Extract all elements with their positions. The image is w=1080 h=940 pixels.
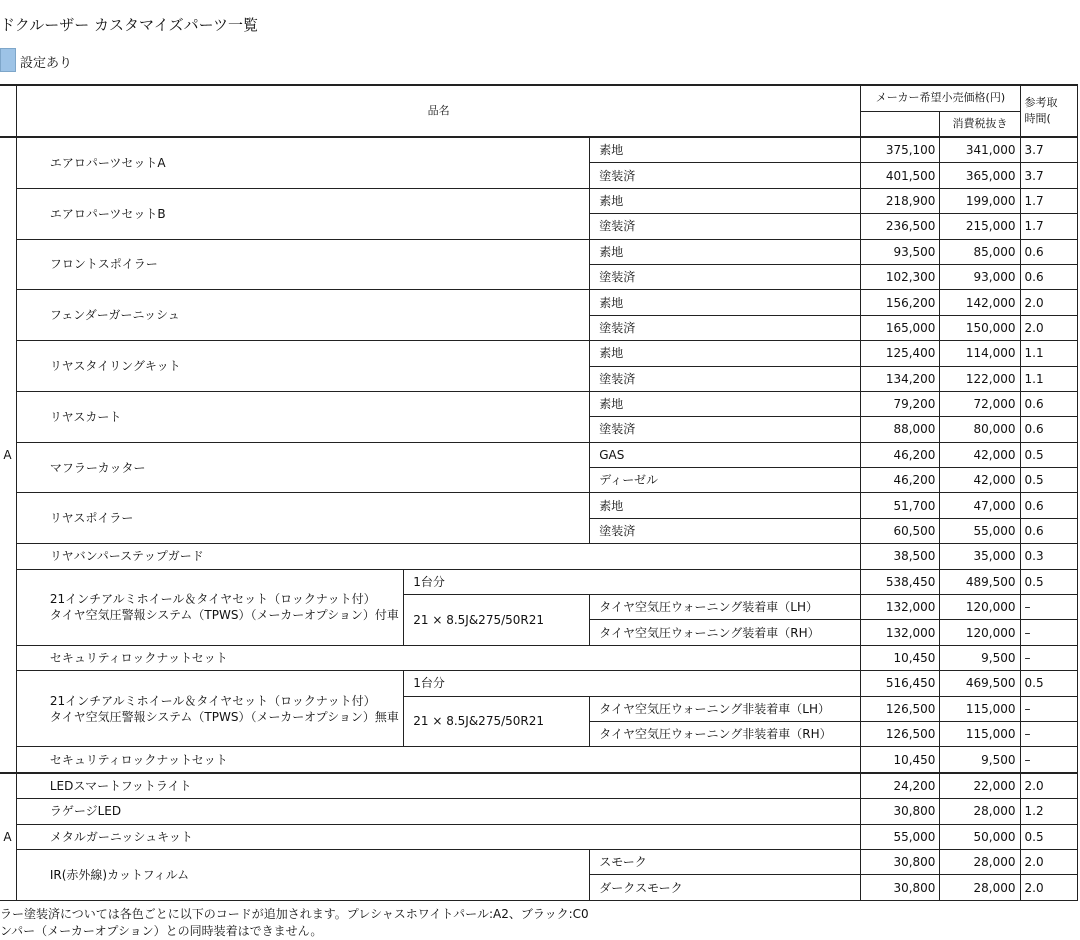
item-spec: ディーゼル xyxy=(590,468,861,493)
table-row xyxy=(0,645,1078,670)
item-price: 156,200 xyxy=(861,290,940,315)
item-time: 0.5 xyxy=(1020,442,1077,467)
item-price: 516,450 xyxy=(861,671,940,696)
table-row xyxy=(0,442,1078,467)
item-spec: タイヤ空気圧ウォーニング非装着車（RH） xyxy=(590,721,861,746)
header-tax-excl: 消費税抜き xyxy=(940,111,1020,137)
item-name: エアロパーツセットA xyxy=(16,137,589,188)
table-row xyxy=(0,493,1078,518)
item-price: 125,400 xyxy=(861,341,940,366)
table-row xyxy=(0,849,1078,874)
item-time: 2.0 xyxy=(1020,315,1077,340)
item-price: 30,800 xyxy=(861,875,940,900)
item-name: リヤスカート xyxy=(16,391,589,442)
table-row xyxy=(0,137,1078,163)
item-spec: 塗装済 xyxy=(590,163,861,188)
item-name: リヤスポイラー xyxy=(16,493,589,544)
item-name: LEDスマートフットライト xyxy=(16,773,861,799)
item-tax-excl: 199,000 xyxy=(940,188,1020,213)
item-spec: タイヤ空気圧ウォーニング非装着車（LH） xyxy=(590,696,861,721)
item-spec: 素地 xyxy=(590,493,861,518)
item-tax-excl: 9,500 xyxy=(940,747,1020,773)
item-price: 126,500 xyxy=(861,721,940,746)
table-row xyxy=(0,569,1078,594)
item-tax-excl: 365,000 xyxy=(940,163,1020,188)
item-time: 1.1 xyxy=(1020,366,1077,391)
parts-table xyxy=(0,84,1078,901)
item-name: セキュリティロックナットセット xyxy=(16,747,861,773)
item-tax-excl: 9,500 xyxy=(940,645,1020,670)
item-price: 79,200 xyxy=(861,391,940,416)
item-price: 51,700 xyxy=(861,493,940,518)
item-spec: 素地 xyxy=(590,137,861,163)
item-size: 21 × 8.5J&275/50R21 xyxy=(404,595,590,646)
item-tax-excl: 150,000 xyxy=(940,315,1020,340)
item-tax-excl: 22,000 xyxy=(940,773,1020,799)
item-tax-excl: 28,000 xyxy=(940,849,1020,874)
table-row xyxy=(0,773,1078,799)
item-price: 46,200 xyxy=(861,468,940,493)
item-time: – xyxy=(1020,721,1077,746)
item-time: 2.0 xyxy=(1020,875,1077,900)
item-tax-excl: 120,000 xyxy=(940,595,1020,620)
item-time: 0.5 xyxy=(1020,671,1077,696)
item-spec: 塗装済 xyxy=(590,518,861,543)
page-title: ドクルーザー カスタマイズパーツ一覧 xyxy=(0,16,258,34)
item-time: 3.7 xyxy=(1020,137,1077,163)
item-time: 1.1 xyxy=(1020,341,1077,366)
item-time: 0.6 xyxy=(1020,239,1077,264)
item-price: 375,100 xyxy=(861,137,940,163)
item-tax-excl: 80,000 xyxy=(940,417,1020,442)
item-name: エアロパーツセットB xyxy=(16,188,589,239)
item-time: 0.3 xyxy=(1020,544,1077,569)
item-price: 93,500 xyxy=(861,239,940,264)
item-name: リヤスタイリングキット xyxy=(16,341,589,392)
item-time: 0.6 xyxy=(1020,391,1077,416)
item-spec: 塗装済 xyxy=(590,366,861,391)
item-tax-excl: 28,000 xyxy=(940,875,1020,900)
item-price: 30,800 xyxy=(861,849,940,874)
item-tax-excl: 55,000 xyxy=(940,518,1020,543)
item-time: 2.0 xyxy=(1020,849,1077,874)
item-tax-excl: 114,000 xyxy=(940,341,1020,366)
item-name: 21インチアルミホイール＆タイヤセット（ロックナット付） タイヤ空気圧警報システム（TPWS）（メーカーオプション）付車 xyxy=(16,569,403,645)
item-price: 134,200 xyxy=(861,366,940,391)
item-price: 24,200 xyxy=(861,773,940,799)
item-spec: 素地 xyxy=(590,188,861,213)
item-name: メタルガーニッシュキット xyxy=(16,824,861,849)
item-spec: タイヤ空気圧ウォーニング装着車（LH） xyxy=(590,595,861,620)
item-price: 88,000 xyxy=(861,417,940,442)
item-tax-excl: 72,000 xyxy=(940,391,1020,416)
table-row xyxy=(0,341,1078,366)
table-row xyxy=(0,391,1078,416)
item-time: – xyxy=(1020,645,1077,670)
item-price: 165,000 xyxy=(861,315,940,340)
item-time: 1.2 xyxy=(1020,799,1077,824)
item-name: セキュリティロックナットセット xyxy=(16,645,861,670)
item-tax-excl: 489,500 xyxy=(940,569,1020,594)
item-tax-excl: 115,000 xyxy=(940,721,1020,746)
item-spec: 1台分 xyxy=(404,569,861,594)
item-spec: 素地 xyxy=(590,391,861,416)
item-price: 30,800 xyxy=(861,799,940,824)
legend-swatch xyxy=(0,48,16,72)
item-spec: 素地 xyxy=(590,290,861,315)
item-price: 126,500 xyxy=(861,696,940,721)
item-name: フェンダーガーニッシュ xyxy=(16,290,589,341)
item-time: 0.5 xyxy=(1020,569,1077,594)
item-spec: 塗装済 xyxy=(590,214,861,239)
item-name: IR(赤外線)カットフィルム xyxy=(16,849,589,900)
item-time: 0.5 xyxy=(1020,468,1077,493)
item-price: 538,450 xyxy=(861,569,940,594)
item-price: 401,500 xyxy=(861,163,940,188)
item-tax-excl: 115,000 xyxy=(940,696,1020,721)
item-name: ラゲージLED xyxy=(16,799,861,824)
item-time: 1.7 xyxy=(1020,214,1077,239)
item-time: – xyxy=(1020,747,1077,773)
item-price: 10,450 xyxy=(861,645,940,670)
item-time: 1.7 xyxy=(1020,188,1077,213)
item-tax-excl: 341,000 xyxy=(940,137,1020,163)
item-spec: GAS xyxy=(590,442,861,467)
header-row xyxy=(0,85,1078,111)
item-spec: タイヤ空気圧ウォーニング装着車（RH） xyxy=(590,620,861,645)
item-tax-excl: 85,000 xyxy=(940,239,1020,264)
item-time: – xyxy=(1020,696,1077,721)
item-time: 0.6 xyxy=(1020,417,1077,442)
header-time: 参考取 時間( xyxy=(1020,85,1077,137)
item-tax-excl: 469,500 xyxy=(940,671,1020,696)
item-tax-excl: 28,000 xyxy=(940,799,1020,824)
item-time: 2.0 xyxy=(1020,773,1077,799)
item-time: 0.6 xyxy=(1020,264,1077,289)
item-tax-excl: 35,000 xyxy=(940,544,1020,569)
item-tax-excl: 50,000 xyxy=(940,824,1020,849)
item-spec: スモーク xyxy=(590,849,861,874)
item-tax-excl: 42,000 xyxy=(940,442,1020,467)
item-time: 0.5 xyxy=(1020,824,1077,849)
item-tax-excl: 122,000 xyxy=(940,366,1020,391)
item-price: 132,000 xyxy=(861,595,940,620)
item-price: 218,900 xyxy=(861,188,940,213)
table-row xyxy=(0,188,1078,213)
item-price: 38,500 xyxy=(861,544,940,569)
table-row xyxy=(0,671,1078,696)
item-price: 60,500 xyxy=(861,518,940,543)
table-row xyxy=(0,290,1078,315)
legend-label: 設定あり xyxy=(20,56,73,71)
item-name: 21インチアルミホイール＆タイヤセット（ロックナット付） タイヤ空気圧警報システム（TPWS）（メーカーオプション）無車 xyxy=(16,671,403,747)
header-name: 品名 xyxy=(16,85,861,137)
item-spec: 塗装済 xyxy=(590,264,861,289)
item-price: 46,200 xyxy=(861,442,940,467)
item-spec: 塗装済 xyxy=(590,315,861,340)
item-tax-excl: 120,000 xyxy=(940,620,1020,645)
item-price: 102,300 xyxy=(861,264,940,289)
item-spec: 1台分 xyxy=(404,671,861,696)
item-size: 21 × 8.5J&275/50R21 xyxy=(404,696,590,747)
table-row xyxy=(0,824,1078,849)
item-time: 2.0 xyxy=(1020,290,1077,315)
item-time: 0.6 xyxy=(1020,493,1077,518)
category-label: A xyxy=(0,137,16,773)
footnote-2: ンパー（メーカーオプション）との同時装着はできません。 xyxy=(0,924,323,938)
item-name: マフラーカッター xyxy=(16,442,589,493)
item-spec: ダークスモーク xyxy=(590,875,861,900)
item-spec: 素地 xyxy=(590,341,861,366)
table-row xyxy=(0,544,1078,569)
item-price: 10,450 xyxy=(861,747,940,773)
item-tax-excl: 215,000 xyxy=(940,214,1020,239)
item-tax-excl: 42,000 xyxy=(940,468,1020,493)
item-name: リヤバンパーステップガード xyxy=(16,544,861,569)
item-name: フロントスポイラー xyxy=(16,239,589,290)
item-spec: 塗装済 xyxy=(590,417,861,442)
table-row xyxy=(0,239,1078,264)
footnote-1: ラー塗装済については各色ごとに以下のコードが追加されます。プレシャスホワイトパール:A2、ブラック:C0 xyxy=(0,907,589,921)
item-tax-excl: 93,000 xyxy=(940,264,1020,289)
item-price: 132,000 xyxy=(861,620,940,645)
category-label: A xyxy=(0,773,16,900)
table-row xyxy=(0,799,1078,824)
table-row xyxy=(0,747,1078,773)
item-tax-excl: 142,000 xyxy=(940,290,1020,315)
item-time: 0.6 xyxy=(1020,518,1077,543)
item-time: – xyxy=(1020,595,1077,620)
item-price: 236,500 xyxy=(861,214,940,239)
item-spec: 素地 xyxy=(590,239,861,264)
item-price: 55,000 xyxy=(861,824,940,849)
header-price: メーカー希望小売価格(円) xyxy=(861,85,1020,111)
item-time: – xyxy=(1020,620,1077,645)
item-tax-excl: 47,000 xyxy=(940,493,1020,518)
item-time: 3.7 xyxy=(1020,163,1077,188)
